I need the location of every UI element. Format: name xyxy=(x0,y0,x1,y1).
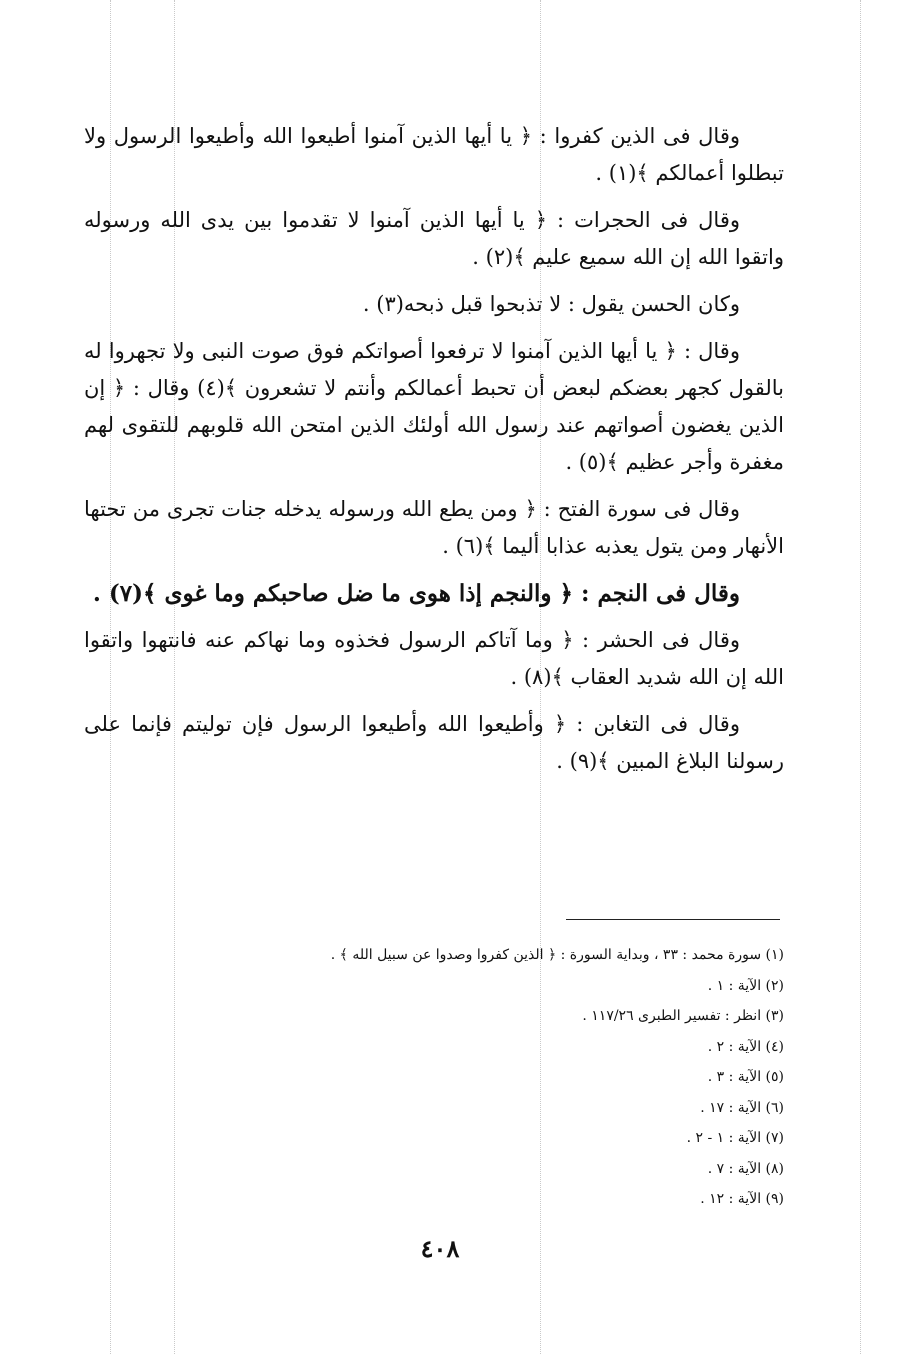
footnote: (٣) انظر : تفسير الطبرى ١١٧/٢٦ . xyxy=(582,1008,784,1024)
footnote: (٦) الآية : ١٧ . xyxy=(700,1099,784,1116)
paragraph: وقال : ﴿ يا أيها الذين آمنوا لا ترفعوا أصواتكم فوق صوت النبى ولا تجهروا له بالقول كجهر بعضكم لبعض أن تحبط أعمالكم وأنتم لا تشعرون ﴾(٤) وقال : ﴿ إن الذين يغضون أصواتهم عند رسول الله أولئك الذين امتحن الله قلوبهم للتقوى لهم مغفرة وأجر عظيم ﴾(٥) . xyxy=(84,339,784,474)
paragraph: وقال فى سورة الفتح : ﴿ ومن يطع الله ورسوله يدخله جنات تجرى من تحتها الأنهار ومن يتول يعذبه عذابا أليما ﴾(٦) . xyxy=(84,497,784,558)
paragraph: وقال فى الحشر : ﴿ وما آتاكم الرسول فخذوه وما نهاكم عنه فانتهوا واتقوا الله إن الله شديد العقاب ﴾(٨) . xyxy=(84,628,784,689)
footnote-divider xyxy=(566,919,780,920)
scan-line xyxy=(860,0,861,1354)
page-number: ٤٠٨ xyxy=(420,1234,460,1263)
main-text xyxy=(84,118,784,790)
footnote: (٥) الآية : ٣ . xyxy=(707,1069,784,1085)
footnote: (٢) الآية : ١ . xyxy=(707,977,784,994)
paragraph: وكان الحسن يقول : لا تذبحوا قبل ذبحه(٣) . xyxy=(362,292,740,316)
paragraph: وقال فى الذين كفروا : ﴿ يا أيها الذين آمنوا أطيعوا الله وأطيعوا الرسول ولا تبطلوا أعمالكم ﴾(١) . xyxy=(84,124,784,185)
footnote: (١) سورة محمد : ٣٣ ، وبداية السورة : ﴿ الذين كفروا وصدوا عن سبيل الله ﴾ . xyxy=(330,947,784,963)
paragraph: وقال فى الحجرات : ﴿ يا أيها الذين آمنوا لا تقدموا بين يدى الله ورسوله واتقوا الله إن الله سميع عليم ﴾(٢) . xyxy=(84,208,784,269)
paragraph: وقال فى النجم : ﴿ والنجم إذا هوى ما ضل صاحبكم وما غوى ﴾(٧) . xyxy=(92,580,740,607)
footnotes xyxy=(84,940,784,1215)
paragraph: وقال فى التغابن : ﴿ وأطيعوا الله وأطيعوا الرسول فإن توليتم فإنما على رسولنا البلاغ المبين ﴾(٩) . xyxy=(84,712,784,773)
footnote: (٧) الآية : ١ - ٢ . xyxy=(686,1130,784,1146)
footnote: (٤) الآية : ٢ . xyxy=(707,1038,784,1055)
footnote: (٩) الآية : ١٢ . xyxy=(700,1191,784,1207)
footnote: (٨) الآية : ٧ . xyxy=(707,1160,784,1177)
